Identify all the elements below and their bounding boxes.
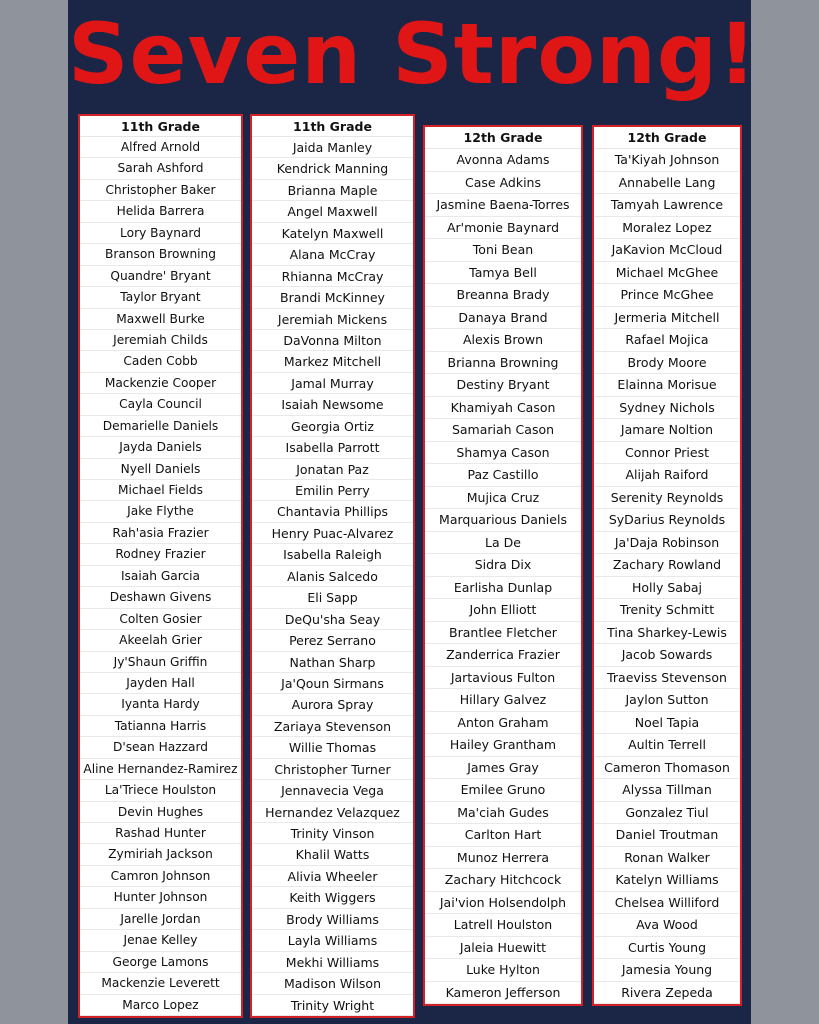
student-name: Nyell Daniels bbox=[80, 459, 241, 480]
student-name: Branson Browning bbox=[80, 244, 241, 265]
student-name: Rah'asia Frazier bbox=[80, 523, 241, 544]
student-name: Chantavia Phillips bbox=[252, 501, 413, 522]
student-name: Jy'Shaun Griffin bbox=[80, 652, 241, 673]
student-name: Sarah Ashford bbox=[80, 158, 241, 179]
student-name: Helida Barrera bbox=[80, 201, 241, 222]
student-name: Jaida Manley bbox=[252, 137, 413, 158]
student-name: Jermeria Mitchell bbox=[594, 307, 740, 330]
student-name: Ma'ciah Gudes bbox=[425, 802, 581, 825]
student-name: D'sean Hazzard bbox=[80, 737, 241, 758]
student-name: Alana McCray bbox=[252, 244, 413, 265]
student-name: Tamyah Lawrence bbox=[594, 194, 740, 217]
student-name: James Gray bbox=[425, 757, 581, 780]
student-name: Rodney Frazier bbox=[80, 544, 241, 565]
student-name: Sydney Nichols bbox=[594, 397, 740, 420]
student-name: Quandre' Bryant bbox=[80, 266, 241, 287]
student-name: Case Adkins bbox=[425, 172, 581, 195]
student-name: Aurora Spray bbox=[252, 694, 413, 715]
student-name: Daniel Troutman bbox=[594, 824, 740, 847]
student-name: SyDarius Reynolds bbox=[594, 509, 740, 532]
student-name: Anton Graham bbox=[425, 712, 581, 735]
student-name: Brantlee Fletcher bbox=[425, 622, 581, 645]
student-name: Keith Wiggers bbox=[252, 887, 413, 908]
student-name: Madison Wilson bbox=[252, 973, 413, 994]
student-name: Rivera Zepeda bbox=[594, 982, 740, 1005]
student-name: Christopher Turner bbox=[252, 759, 413, 780]
student-name: Jacob Sowards bbox=[594, 644, 740, 667]
student-name: Prince McGhee bbox=[594, 284, 740, 307]
name-list bbox=[80, 137, 241, 1016]
student-name: Jaylon Sutton bbox=[594, 689, 740, 712]
student-name: Katelyn Williams bbox=[594, 869, 740, 892]
student-name: Jamare Noltion bbox=[594, 419, 740, 442]
student-name: Samariah Cason bbox=[425, 419, 581, 442]
student-name: Emilin Perry bbox=[252, 480, 413, 501]
student-name: Deshawn Givens bbox=[80, 587, 241, 608]
student-name: Camron Johnson bbox=[80, 866, 241, 887]
student-name: Caden Cobb bbox=[80, 351, 241, 372]
student-name: Layla Williams bbox=[252, 930, 413, 951]
poster bbox=[68, 0, 758, 1024]
student-name: Jenae Kelley bbox=[80, 930, 241, 951]
column-header: 11th Grade bbox=[80, 116, 241, 137]
student-name: Zachary Hitchcock bbox=[425, 869, 581, 892]
student-name: Latrell Houlston bbox=[425, 914, 581, 937]
student-name: Tina Sharkey-Lewis bbox=[594, 622, 740, 645]
student-name: Annabelle Lang bbox=[594, 172, 740, 195]
student-name: Hunter Johnson bbox=[80, 887, 241, 908]
student-name: Gonzalez Tiul bbox=[594, 802, 740, 825]
student-name: Jamal Murray bbox=[252, 373, 413, 394]
student-name: Mackenzie Leverett bbox=[80, 973, 241, 994]
student-name: Taylor Bryant bbox=[80, 287, 241, 308]
student-name: Trinity Vinson bbox=[252, 823, 413, 844]
student-name: Jaleia Huewitt bbox=[425, 937, 581, 960]
student-name: Khalil Watts bbox=[252, 844, 413, 865]
student-name: Willie Thomas bbox=[252, 737, 413, 758]
student-name: Breanna Brady bbox=[425, 284, 581, 307]
student-name: Khamiyah Cason bbox=[425, 397, 581, 420]
student-name: Ta'Kiyah Johnson bbox=[594, 149, 740, 172]
student-name: La De bbox=[425, 532, 581, 555]
student-name: Alexis Brown bbox=[425, 329, 581, 352]
student-name: Kendrick Manning bbox=[252, 158, 413, 179]
student-name: Jayda Daniels bbox=[80, 437, 241, 458]
student-name: Iyanta Hardy bbox=[80, 694, 241, 715]
name-column-4 bbox=[592, 125, 742, 1006]
student-name: Ja'Qoun Sirmans bbox=[252, 673, 413, 694]
student-name: Zachary Rowland bbox=[594, 554, 740, 577]
student-name: Christopher Baker bbox=[80, 180, 241, 201]
student-name: Isaiah Newsome bbox=[252, 394, 413, 415]
student-name: Ja'Daja Robinson bbox=[594, 532, 740, 555]
student-name: Nathan Sharp bbox=[252, 652, 413, 673]
name-column-1 bbox=[78, 114, 243, 1018]
student-name: Connor Priest bbox=[594, 442, 740, 465]
student-name: Ava Wood bbox=[594, 914, 740, 937]
student-name: JaKavion McCloud bbox=[594, 239, 740, 262]
student-name: Tatianna Harris bbox=[80, 716, 241, 737]
student-name: Henry Puac-Alvarez bbox=[252, 523, 413, 544]
name-column-2 bbox=[250, 114, 415, 1018]
student-name: Holly Sabaj bbox=[594, 577, 740, 600]
student-name: Marco Lopez bbox=[80, 995, 241, 1016]
student-name: Jasmine Baena-Torres bbox=[425, 194, 581, 217]
name-list bbox=[425, 149, 581, 1004]
student-name: Chelsea Williford bbox=[594, 892, 740, 915]
student-name: La'Triece Houlston bbox=[80, 780, 241, 801]
poster-title: Seven Strong! bbox=[68, 5, 758, 103]
student-name: Hernandez Velazquez bbox=[252, 802, 413, 823]
student-name: Tamya Bell bbox=[425, 262, 581, 285]
student-name: Ar'monie Baynard bbox=[425, 217, 581, 240]
student-name: DaVonna Milton bbox=[252, 330, 413, 351]
student-name: Georgia Ortiz bbox=[252, 416, 413, 437]
student-name: Zymiriah Jackson bbox=[80, 844, 241, 865]
student-name: Marquarious Daniels bbox=[425, 509, 581, 532]
student-name: Devin Hughes bbox=[80, 802, 241, 823]
student-name: Carlton Hart bbox=[425, 824, 581, 847]
student-name: Isaiah Garcia bbox=[80, 566, 241, 587]
student-name: Traeviss Stevenson bbox=[594, 667, 740, 690]
student-name: George Lamons bbox=[80, 952, 241, 973]
student-name: Moralez Lopez bbox=[594, 217, 740, 240]
student-name: Jeremiah Mickens bbox=[252, 309, 413, 330]
student-name: Maxwell Burke bbox=[80, 309, 241, 330]
student-name: Angel Maxwell bbox=[252, 201, 413, 222]
student-name: Colten Gosier bbox=[80, 609, 241, 630]
student-name: Jake Flythe bbox=[80, 501, 241, 522]
student-name: Aultin Terrell bbox=[594, 734, 740, 757]
student-name: Serenity Reynolds bbox=[594, 487, 740, 510]
student-name: Shamya Cason bbox=[425, 442, 581, 465]
student-name: Demarielle Daniels bbox=[80, 416, 241, 437]
student-name: Brandi McKinney bbox=[252, 287, 413, 308]
column-header: 11th Grade bbox=[252, 116, 413, 137]
student-name: Avonna Adams bbox=[425, 149, 581, 172]
student-name: Jayden Hall bbox=[80, 673, 241, 694]
student-name: Paz Castillo bbox=[425, 464, 581, 487]
student-name: Cayla Council bbox=[80, 394, 241, 415]
student-name: Katelyn Maxwell bbox=[252, 223, 413, 244]
student-name: Jarelle Jordan bbox=[80, 909, 241, 930]
student-name: Mackenzie Cooper bbox=[80, 373, 241, 394]
student-name: Jonatan Paz bbox=[252, 459, 413, 480]
student-name: Michael McGhee bbox=[594, 262, 740, 285]
student-name: Alanis Salcedo bbox=[252, 566, 413, 587]
student-name: Danaya Brand bbox=[425, 307, 581, 330]
student-name: Trenity Schmitt bbox=[594, 599, 740, 622]
student-name: Jartavious Fulton bbox=[425, 667, 581, 690]
student-name: Toni Bean bbox=[425, 239, 581, 262]
student-name: Cameron Thomason bbox=[594, 757, 740, 780]
student-name: Noel Tapia bbox=[594, 712, 740, 735]
student-name: Alivia Wheeler bbox=[252, 866, 413, 887]
student-name: John Elliott bbox=[425, 599, 581, 622]
student-name: Isabella Raleigh bbox=[252, 544, 413, 565]
student-name: Hailey Grantham bbox=[425, 734, 581, 757]
student-name: Zanderrica Frazier bbox=[425, 644, 581, 667]
student-name: Ronan Walker bbox=[594, 847, 740, 870]
student-name: Munoz Herrera bbox=[425, 847, 581, 870]
student-name: Mujica Cruz bbox=[425, 487, 581, 510]
student-name: Emilee Gruno bbox=[425, 779, 581, 802]
student-name: Jeremiah Childs bbox=[80, 330, 241, 351]
student-name: Michael Fields bbox=[80, 480, 241, 501]
student-name: Isabella Parrott bbox=[252, 437, 413, 458]
student-name: Earlisha Dunlap bbox=[425, 577, 581, 600]
name-column-3 bbox=[423, 125, 583, 1006]
student-name: Alfred Arnold bbox=[80, 137, 241, 158]
student-name: Perez Serrano bbox=[252, 630, 413, 651]
student-name: Rafael Mojica bbox=[594, 329, 740, 352]
student-name: Lory Baynard bbox=[80, 223, 241, 244]
name-list bbox=[594, 149, 740, 1004]
column-header: 12th Grade bbox=[425, 127, 581, 149]
student-name: Rashad Hunter bbox=[80, 823, 241, 844]
student-name: Luke Hylton bbox=[425, 959, 581, 982]
student-name: Jennavecia Vega bbox=[252, 780, 413, 801]
student-name: Alijah Raiford bbox=[594, 464, 740, 487]
student-name: Markez Mitchell bbox=[252, 351, 413, 372]
student-name: Rhianna McCray bbox=[252, 266, 413, 287]
student-name: Hillary Galvez bbox=[425, 689, 581, 712]
student-name: DeQu'sha Seay bbox=[252, 609, 413, 630]
student-name: Alyssa Tillman bbox=[594, 779, 740, 802]
name-list bbox=[252, 137, 413, 1016]
student-name: Zariaya Stevenson bbox=[252, 716, 413, 737]
student-name: Sidra Dix bbox=[425, 554, 581, 577]
student-name: Trinity Wright bbox=[252, 995, 413, 1016]
student-name: Curtis Young bbox=[594, 937, 740, 960]
student-name: Jamesia Young bbox=[594, 959, 740, 982]
student-name: Brody Moore bbox=[594, 352, 740, 375]
student-name: Eli Sapp bbox=[252, 587, 413, 608]
student-name: Aline Hernandez-Ramirez bbox=[80, 759, 241, 780]
student-name: Elainna Morisue bbox=[594, 374, 740, 397]
column-header: 12th Grade bbox=[594, 127, 740, 149]
student-name: Kameron Jefferson bbox=[425, 982, 581, 1005]
student-name: Brianna Maple bbox=[252, 180, 413, 201]
student-name: Mekhi Williams bbox=[252, 952, 413, 973]
student-name: Jai'vion Holsendolph bbox=[425, 892, 581, 915]
student-name: Destiny Bryant bbox=[425, 374, 581, 397]
student-name: Brody Williams bbox=[252, 909, 413, 930]
student-name: Brianna Browning bbox=[425, 352, 581, 375]
student-name: Akeelah Grier bbox=[80, 630, 241, 651]
